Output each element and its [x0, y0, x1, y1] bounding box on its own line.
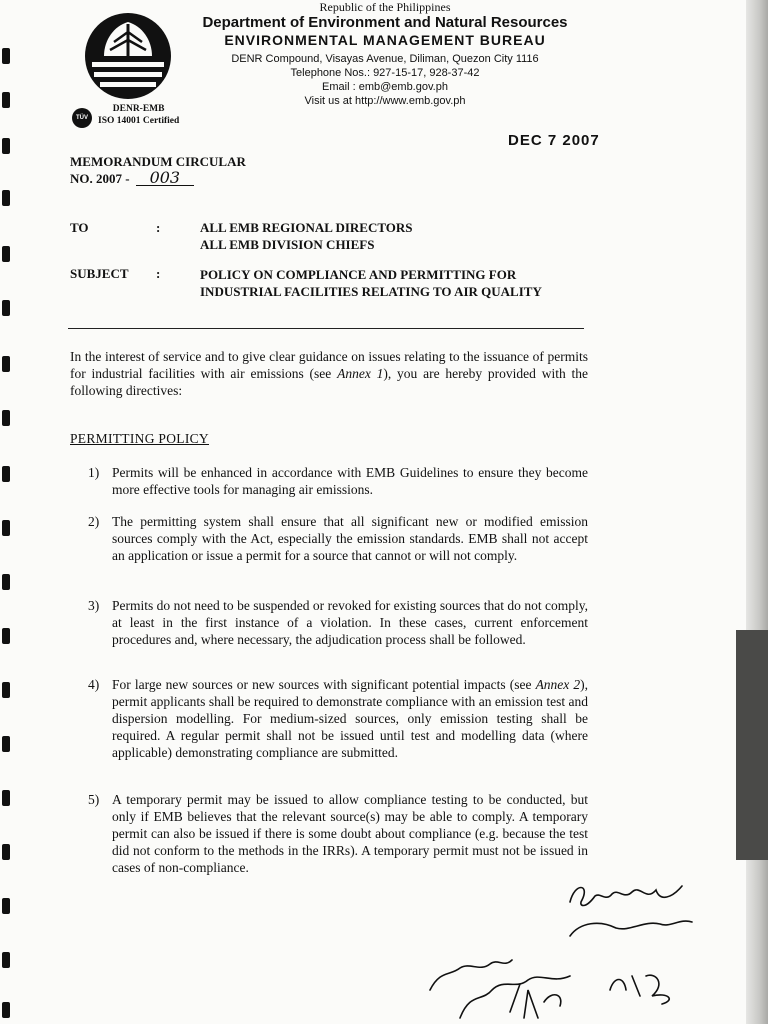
- item-text: The permitting system shall ensure that all significant new or modified emission sources comply with the Act, especially the emission standards. EMB shall not accept an application or issue a permit for a source that cannot or will not comply.: [112, 514, 588, 563]
- iso-line-2: ISO 14001 Certified: [98, 116, 180, 126]
- subject-label: SUBJECT: [70, 266, 129, 281]
- memo-title: MEMORANDUM CIRCULAR: [70, 154, 246, 169]
- recipient-regional-directors: ALL EMB REGIONAL DIRECTORS: [200, 220, 413, 235]
- date-stamp: DEC 7 2007: [508, 132, 600, 149]
- intro-text-end: ), you are hereby provided with the following directives:: [70, 366, 589, 398]
- telephone-line: Telephone Nos.: 927-15-17, 928-37-42: [290, 67, 480, 79]
- subject-colon: :: [156, 266, 161, 281]
- item-number: 2): [88, 514, 100, 529]
- intro-paragraph: [70, 348, 588, 399]
- memo-number-line: [70, 168, 194, 187]
- to-label: TO: [70, 220, 89, 235]
- item-annex-ref: Annex 2: [535, 677, 581, 692]
- to-recipients: [200, 219, 413, 253]
- intro-annex-ref: Annex 1: [337, 366, 384, 381]
- page-edge-shadow: [746, 0, 768, 1024]
- divider: [68, 328, 584, 329]
- item-text-end: ), permit applicants shall be required to demonstrate compliance with an emission test and dispersion modelling. For medium-sized sources, only emission testing shall be required. A regular permit shall not be issued until test and modelling data (where applicable) demonstrating compliance are submitted.: [112, 677, 588, 760]
- tuv-badge-icon: TÜV: [72, 108, 92, 128]
- item-number: 5): [88, 792, 100, 807]
- item-number: 4): [88, 677, 100, 692]
- iso-certification: [98, 103, 179, 127]
- denr-emb-logo-icon: [84, 12, 172, 100]
- handwritten-receipt-signature: [420, 872, 720, 1022]
- item-text: A temporary permit may be issued to allow compliance testing to be conducted, but only if EMB believes that the relevant source(s) may be able to comply. A temporary permit can also be issued if there is some doubt about compliance (e.g. because the test did not conform to the methods in the IRRs). A temporary permit must not be issued in cases of non-compliance.: [112, 792, 588, 875]
- email-line: Email : emb@emb.gov.ph: [322, 81, 448, 93]
- item-text: Permits will be enhanced in accordance with EMB Guidelines to ensure they become more effective tools for managing air emissions.: [112, 465, 588, 497]
- memo-number-prefix: NO. 2007 -: [70, 171, 130, 186]
- item-text: [112, 676, 588, 761]
- item-text: Permits do not need to be suspended or revoked for existing sources that do not comply, at least in the first instance of a violation. In these cases, current enforcement procedures and, where necessary, the adjudication process shall be followed.: [112, 598, 588, 647]
- bureau-name: ENVIRONMENTAL MANAGEMENT BUREAU: [224, 32, 546, 48]
- to-colon: :: [156, 220, 161, 235]
- recipient-division-chiefs: ALL EMB DIVISION CHIEFS: [200, 237, 375, 252]
- subject-text: POLICY ON COMPLIANCE AND PERMITTING FOR INDUSTRIAL FACILITIES RELATING TO AIR QUALITY: [200, 267, 542, 299]
- website-line: Visit us at http://www.emb.gov.ph: [304, 95, 466, 107]
- section-title: PERMITTING POLICY: [70, 431, 209, 446]
- iso-line-1: DENR-EMB: [112, 104, 165, 114]
- address-line: DENR Compound, Visayas Avenue, Diliman, Quezon City 1116: [231, 53, 539, 65]
- item-number: 3): [88, 598, 100, 613]
- intro-text-start: In the interest of service and to give clear guidance on issues relating to the issuance of permits for industrial facilities with air emissions (see: [70, 349, 588, 381]
- page-edge-dark: [736, 630, 768, 860]
- memo-number: 003: [136, 171, 194, 186]
- item-text-start: For large new sources or new sources with significant potential impacts (see: [112, 677, 536, 692]
- department-name: Department of Environment and Natural Resources: [202, 14, 568, 31]
- spiral-binding: [0, 0, 14, 1024]
- item-number: 1): [88, 465, 100, 480]
- republic-line: Republic of the Philippines: [319, 0, 451, 14]
